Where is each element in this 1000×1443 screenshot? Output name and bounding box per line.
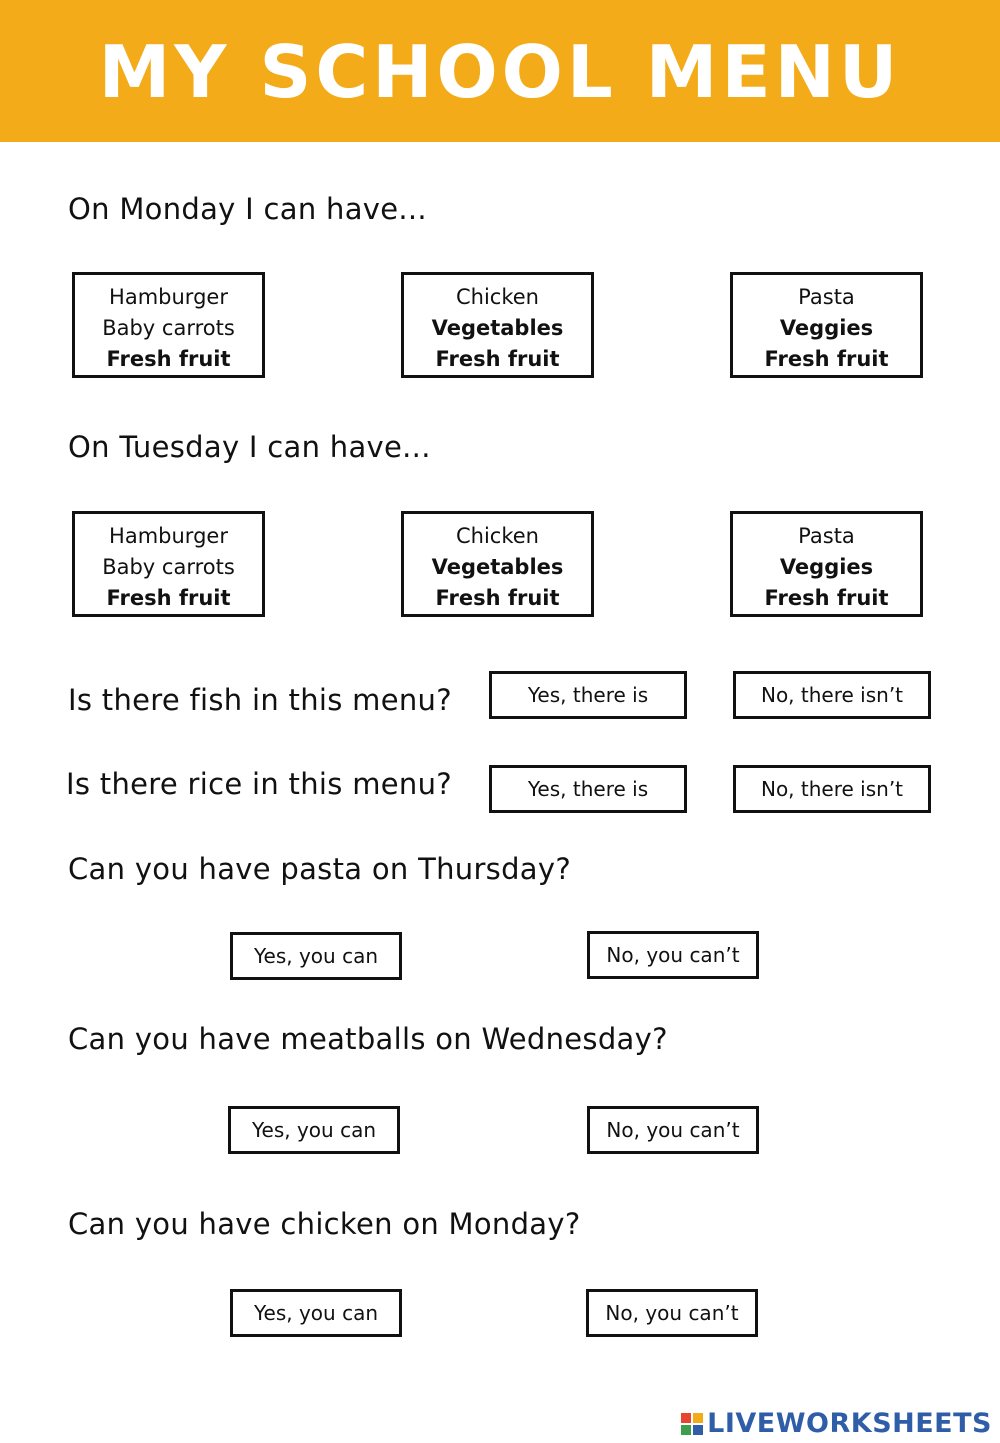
prompt-chicken-monday: Can you have chicken on Monday? — [68, 1207, 581, 1241]
menu-item: Baby carrots — [102, 555, 235, 579]
prompt-fish: Is there fish in this menu? — [68, 683, 452, 717]
menu-item: Chicken — [456, 524, 539, 548]
answer-no-there-isnt-rice[interactable]: No, there isn’t — [733, 765, 931, 813]
menu-item: Hamburger — [109, 524, 228, 548]
menu-item: Baby carrots — [102, 316, 235, 340]
menu-item: Veggies — [779, 555, 874, 579]
menu-box-tuesday-1[interactable] — [72, 511, 265, 617]
prompt-rice: Is there rice in this menu? — [66, 767, 452, 801]
answer-no-you-cant-pasta[interactable]: No, you can’t — [587, 931, 759, 979]
menu-item: Fresh fruit — [435, 586, 560, 610]
answer-yes-there-is-rice[interactable]: Yes, there is — [489, 765, 687, 813]
answer-no-you-cant-meatballs[interactable]: No, you can’t — [587, 1106, 759, 1154]
menu-item: Pasta — [798, 524, 855, 548]
menu-item: Fresh fruit — [435, 347, 560, 371]
answer-yes-you-can-chicken[interactable]: Yes, you can — [230, 1289, 402, 1337]
liveworksheets-logo-icon — [681, 1413, 703, 1435]
menu-box-monday-1[interactable] — [72, 272, 265, 378]
menu-item: Chicken — [456, 285, 539, 309]
answer-yes-there-is-fish[interactable]: Yes, there is — [489, 671, 687, 719]
liveworksheets-logo — [681, 1408, 992, 1439]
answer-yes-you-can-meatballs[interactable]: Yes, you can — [228, 1106, 400, 1154]
prompt-pasta-thursday: Can you have pasta on Thursday? — [68, 852, 572, 886]
logo-text: LIVEWORKSHEETS — [707, 1408, 992, 1439]
menu-item: Fresh fruit — [106, 347, 231, 371]
menu-item: Hamburger — [109, 285, 228, 309]
menu-item: Vegetables — [431, 316, 564, 340]
answer-yes-you-can-pasta[interactable]: Yes, you can — [230, 932, 402, 980]
prompt-tuesday: On Tuesday I can have... — [68, 430, 431, 464]
menu-item: Veggies — [779, 316, 874, 340]
menu-item: Fresh fruit — [764, 347, 889, 371]
menu-item: Pasta — [798, 285, 855, 309]
menu-item: Fresh fruit — [764, 586, 889, 610]
menu-item: Vegetables — [431, 555, 564, 579]
page-title: MY SCHOOL MENU — [98, 30, 902, 114]
prompt-monday: On Monday I can have... — [68, 192, 427, 226]
menu-item: Fresh fruit — [106, 586, 231, 610]
title-banner — [0, 0, 1000, 142]
answer-no-you-cant-chicken[interactable]: No, you can’t — [586, 1289, 758, 1337]
prompt-meatballs-wednesday: Can you have meatballs on Wednesday? — [68, 1022, 668, 1056]
menu-box-monday-3[interactable] — [730, 272, 923, 378]
menu-box-tuesday-2[interactable] — [401, 511, 594, 617]
menu-box-monday-2[interactable] — [401, 272, 594, 378]
answer-no-there-isnt-fish[interactable]: No, there isn’t — [733, 671, 931, 719]
menu-box-tuesday-3[interactable] — [730, 511, 923, 617]
